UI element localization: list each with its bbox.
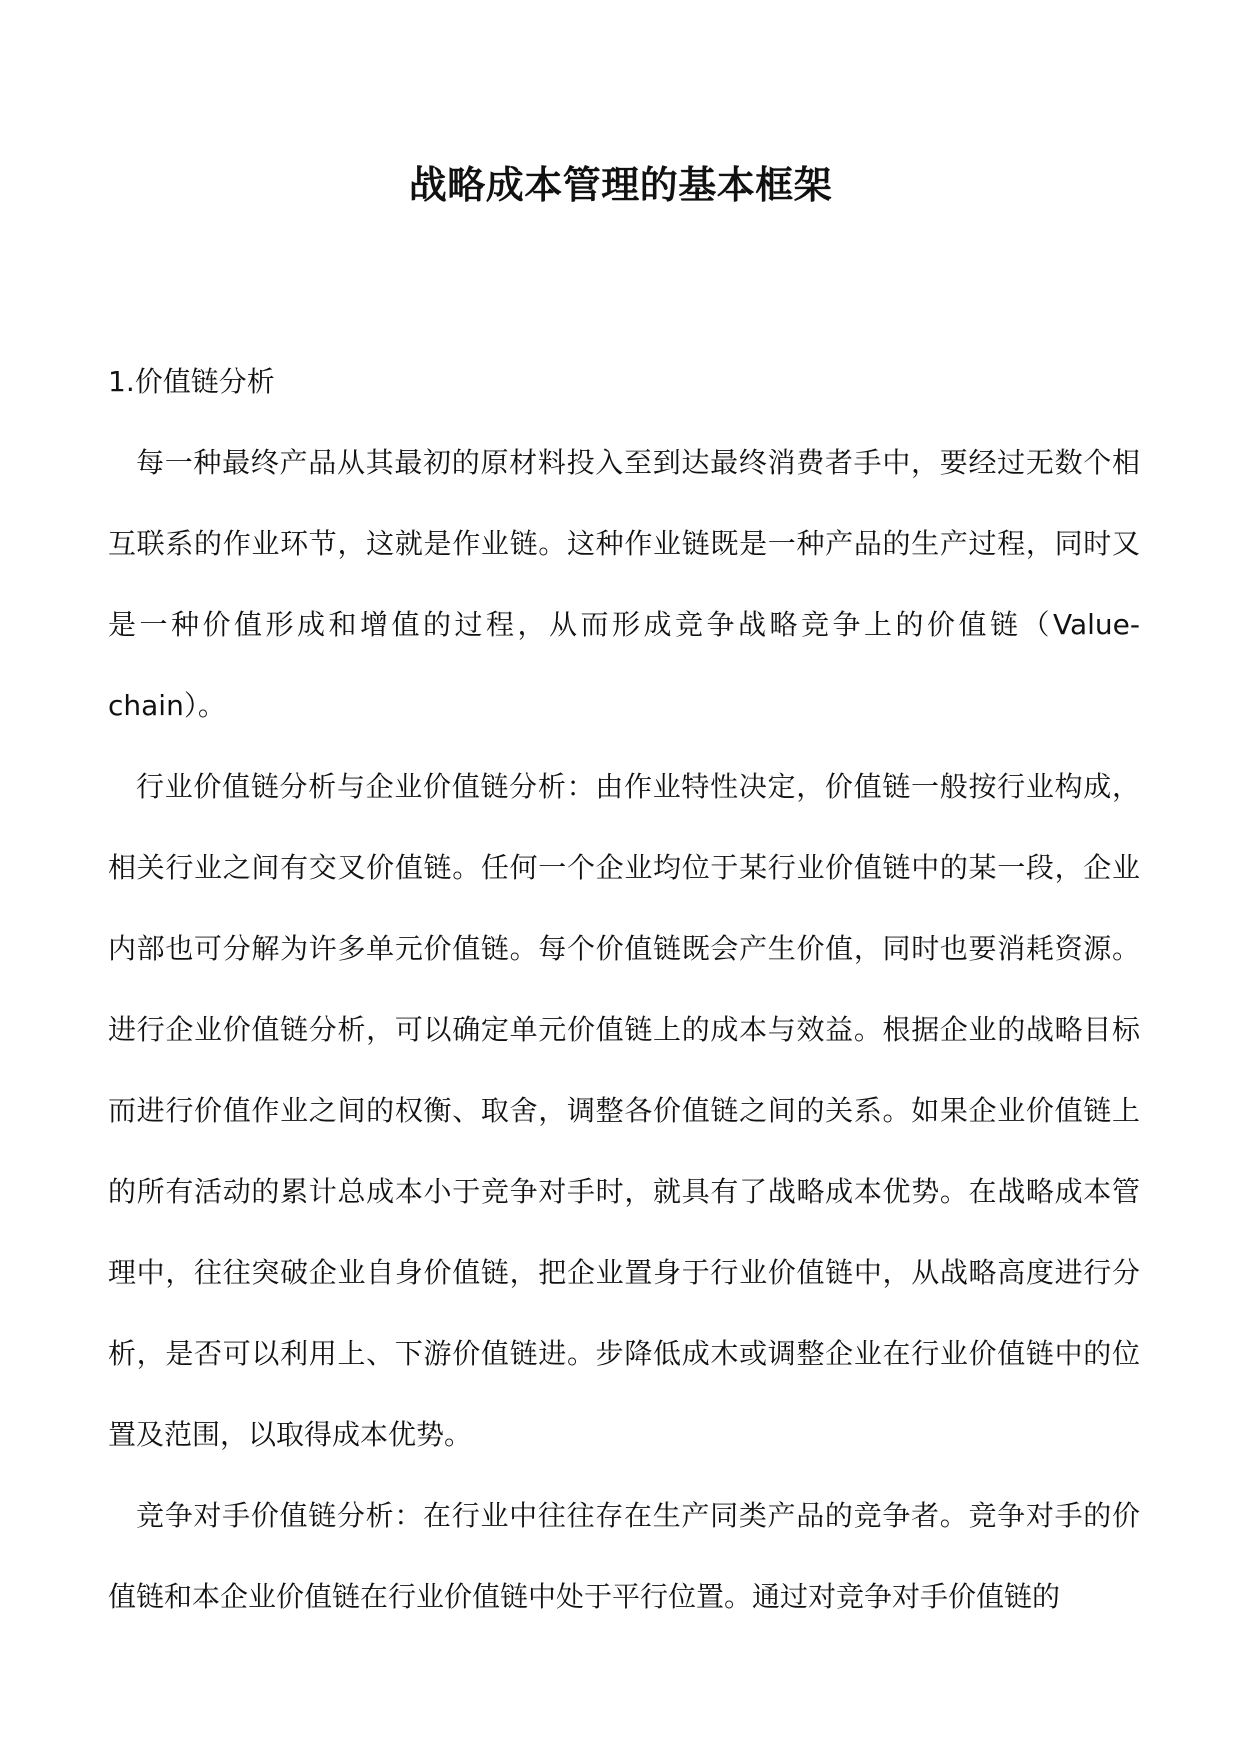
section-heading: 1.价值链分析 [108,365,275,398]
paragraph-value-chain-intro: 每一种最终产品从其最初的原材料投入至到达最终消费者手中，要经过无数个相互联系的作业环节，这就是作业链。这种作业链既是一种产品的生产过程，同时又是一种价值形成和增值的过程，从而形成竞争战略竞争上的价值链（Value-chain）。 [108,446,1140,722]
paragraph-industry-value-chain: 行业价值链分析与企业价值链分析：由作业特性决定，价值链一般按行业构成，相关行业之间有交叉价值链。任何一个企业均位于某行业价值链中的某一段，企业内部也可分解为许多单元价值链。每个价值链既会产生价值，同时也要消耗资源。进行企业价值链分析，可以确定单元价值链上的成本与效益。根据企业的战略目标而进行价值作业之间的权衡、取舍，调整各价值链之间的关系。如果企业价值链上的所有活动的累计总成本小于竞争对手时，就具有了战略成本优势。在战略成本管理中，往往突破企业自身价值链，把企业置身于行业价值链中，从战略高度进行分析，是否可以利用上、下游价值链进。步降低成木或调整企业在行业价值链中的位置及范围，以取得成本优势。 [108,770,1140,1451]
document-body [108,341,1140,1637]
paragraph-competitor-value-chain: 竞争对手价值链分析：在行业中往往存在生产同类产品的竞争者。竞争对手的价值链和本企业价值链在行业价值链中处于平行位置。通过对竞争对手价值链的 [108,1499,1140,1613]
document-title: 战略成本管理的基本框架 [408,163,833,207]
